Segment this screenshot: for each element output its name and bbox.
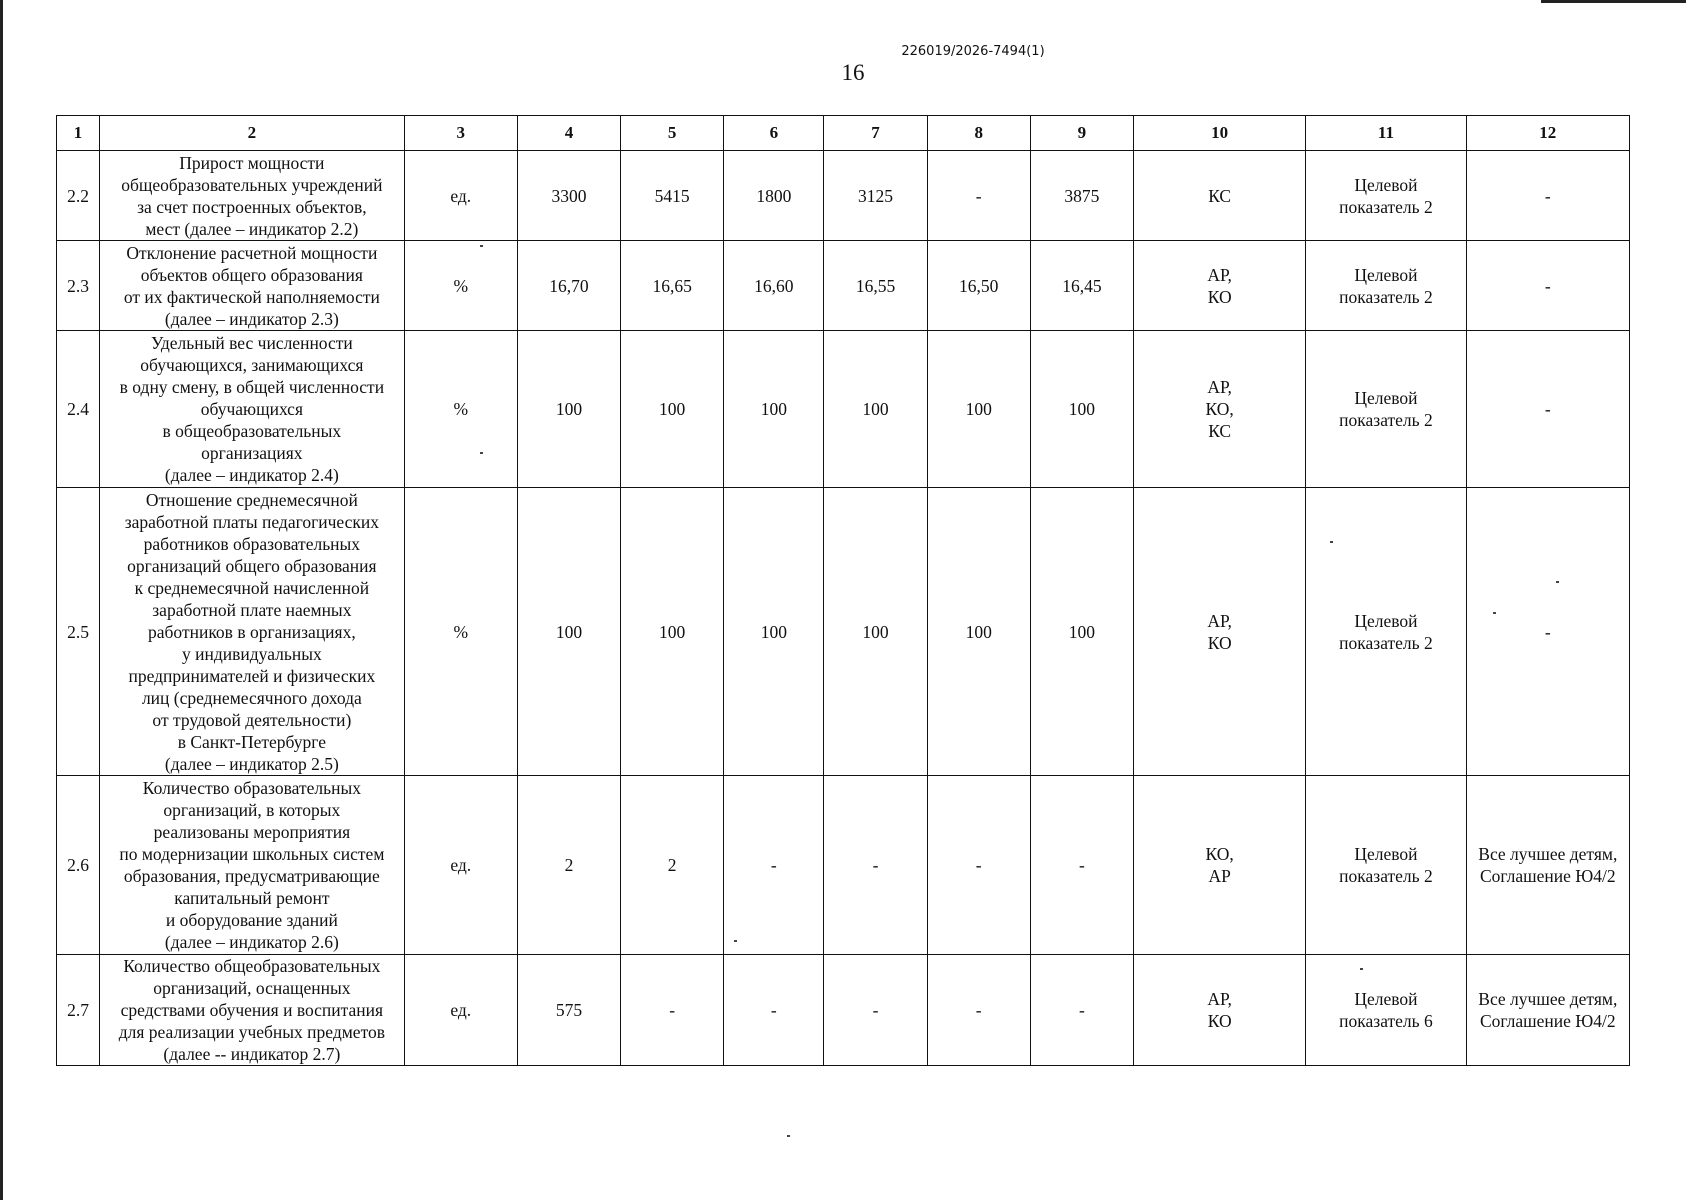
indicator-name-line: мест (далее – индикатор 2.2) xyxy=(145,218,359,239)
note-cell xyxy=(1466,776,1629,955)
indicator-number: 2.7 xyxy=(57,955,100,1066)
responsible-cell xyxy=(1133,241,1305,331)
column-header-9: 9 xyxy=(1030,116,1133,151)
scan-speck xyxy=(734,940,737,942)
indicator-number: 2.5 xyxy=(57,488,100,776)
table-row xyxy=(57,151,1630,241)
scan-speck xyxy=(480,245,483,247)
value-cell-7: 100 xyxy=(824,331,927,488)
indicator-name-line: (далее – индикатор 2.5) xyxy=(164,753,339,774)
value-cell-8: - xyxy=(927,151,1030,241)
table-row xyxy=(57,488,1630,776)
value-cell-4: 16,70 xyxy=(517,241,620,331)
indicator-name-line: заработной плате наемных xyxy=(152,599,352,620)
value-cell-9: - xyxy=(1030,955,1133,1066)
note-cell-line: - xyxy=(1544,185,1551,206)
note-cell-line: Соглашение Ю4/2 xyxy=(1479,1011,1616,1031)
indicator-name-line: обучающихся xyxy=(200,399,304,419)
unit-cell: % xyxy=(404,331,517,488)
column-header-1: 1 xyxy=(57,116,100,151)
indicator-name xyxy=(100,955,405,1066)
scan-speck xyxy=(480,452,483,454)
responsible-cell-line: КО xyxy=(1207,286,1232,307)
indicator-name-line: к среднемесячной начисленной xyxy=(134,577,370,598)
scan-speck xyxy=(1493,612,1496,614)
responsible-cell xyxy=(1133,151,1305,241)
value-cell-4: 575 xyxy=(517,955,620,1066)
value-cell-6: - xyxy=(724,955,824,1066)
table-row xyxy=(57,955,1630,1066)
indicator-name-line: капитальный ремонт xyxy=(174,888,330,908)
note-cell-line: Все лучшее детям, xyxy=(1478,989,1618,1009)
column-header-2: 2 xyxy=(100,116,405,151)
indicator-name-line: средствами обучения и воспитания xyxy=(120,1000,384,1020)
column-header-6: 6 xyxy=(724,116,824,151)
indicator-name-line: реализованы мероприятия xyxy=(153,822,351,842)
responsible-cell-line: КО xyxy=(1207,632,1232,653)
indicator-name-line: для реализации учебных предметов xyxy=(118,1022,385,1042)
target-indicator-cell-line: показатель 2 xyxy=(1339,866,1433,886)
value-cell-9: 100 xyxy=(1030,331,1133,488)
indicator-name-line: Удельный вес численности xyxy=(150,333,353,353)
scan-speck xyxy=(1556,581,1559,583)
value-cell-9: 16,45 xyxy=(1030,241,1133,331)
indicator-name-line: у индивидуальных xyxy=(182,643,322,664)
target-indicator-cell-line: показатель 2 xyxy=(1339,410,1433,430)
note-cell-line: - xyxy=(1544,399,1551,419)
target-indicator-cell-line: показатель 2 xyxy=(1339,196,1433,217)
indicator-name-line: организаций общего образования xyxy=(127,555,377,576)
indicator-name xyxy=(100,241,405,331)
responsible-cell-line: КС xyxy=(1208,421,1232,441)
value-cell-7: 16,55 xyxy=(824,241,927,331)
table-row xyxy=(57,776,1630,955)
indicator-name-line: (далее – индикатор 2.4) xyxy=(164,465,339,485)
target-indicator-cell-line: Целевой xyxy=(1354,610,1418,631)
responsible-cell-line: КО xyxy=(1207,1011,1232,1031)
scan-speck xyxy=(787,1135,790,1137)
scan-left-edge xyxy=(0,0,3,1200)
value-cell-4: 100 xyxy=(517,331,620,488)
value-cell-8: 100 xyxy=(927,331,1030,488)
unit-cell: % xyxy=(404,488,517,776)
responsible-cell xyxy=(1133,955,1305,1066)
indicator-name-line: по модернизации школьных систем xyxy=(119,844,385,864)
responsible-cell-line: КС xyxy=(1208,185,1232,206)
indicator-name-line: общеобразовательных учреждений xyxy=(121,174,383,195)
responsible-cell xyxy=(1133,331,1305,488)
indicator-name-line: Количество образовательных xyxy=(142,778,361,798)
note-cell xyxy=(1466,241,1629,331)
indicator-number: 2.2 xyxy=(57,151,100,241)
value-cell-7: 100 xyxy=(824,488,927,776)
value-cell-4: 100 xyxy=(517,488,620,776)
value-cell-6: 100 xyxy=(724,331,824,488)
target-indicator-cell-line: показатель 2 xyxy=(1339,286,1433,307)
indicator-name-line: (далее -- индикатор 2.7) xyxy=(163,1044,341,1064)
target-indicator-cell xyxy=(1306,776,1466,955)
target-indicator-cell-line: показатель 2 xyxy=(1339,632,1433,653)
page-number xyxy=(0,60,1706,86)
target-indicator-cell-line: Целевой xyxy=(1354,844,1418,864)
indicator-name-line: организаций, оснащенных xyxy=(153,978,351,998)
value-cell-5: 2 xyxy=(621,776,724,955)
indicator-name-line: в общеобразовательных xyxy=(162,421,342,441)
value-cell-6: 1800 xyxy=(724,151,824,241)
unit-cell: ед. xyxy=(404,955,517,1066)
note-cell-line: Все лучшее детям, xyxy=(1478,844,1618,864)
value-cell-7: 3125 xyxy=(824,151,927,241)
value-cell-6: - xyxy=(724,776,824,955)
indicator-name-line: организаций, в которых xyxy=(163,800,341,820)
note-cell-line: - xyxy=(1544,275,1551,296)
target-indicator-cell xyxy=(1306,331,1466,488)
indicator-name-line: лиц (среднемесячного дохода xyxy=(141,687,362,708)
target-indicator-cell-line: показатель 6 xyxy=(1339,1011,1433,1031)
indicator-name xyxy=(100,151,405,241)
indicator-name-line: Прирост мощности xyxy=(179,152,325,173)
responsible-cell xyxy=(1133,776,1305,955)
unit-cell: ед. xyxy=(404,776,517,955)
note-cell xyxy=(1466,151,1629,241)
value-cell-5: - xyxy=(621,955,724,1066)
value-cell-5: 100 xyxy=(621,331,724,488)
indicator-name-line: объектов общего образования xyxy=(140,264,363,285)
target-indicator-cell xyxy=(1306,955,1466,1066)
column-header-11: 11 xyxy=(1306,116,1466,151)
value-cell-8: 100 xyxy=(927,488,1030,776)
indicator-name-line: в одну смену, в общей численности xyxy=(119,377,385,397)
responsible-cell xyxy=(1133,488,1305,776)
value-cell-8: 16,50 xyxy=(927,241,1030,331)
document-registration-number xyxy=(0,44,1706,59)
page-number-text: 16 xyxy=(841,60,865,85)
value-cell-4: 3300 xyxy=(517,151,620,241)
value-cell-9: 3875 xyxy=(1030,151,1133,241)
indicator-name xyxy=(100,776,405,955)
unit-cell: ед. xyxy=(404,151,517,241)
column-header-8: 8 xyxy=(927,116,1030,151)
column-header-5: 5 xyxy=(621,116,724,151)
indicator-name-line: обучающихся, занимающихся xyxy=(140,355,364,375)
note-cell xyxy=(1466,955,1629,1066)
column-header-7: 7 xyxy=(824,116,927,151)
responsible-cell-line: КО, xyxy=(1205,844,1234,864)
table-body xyxy=(57,151,1630,1066)
indicator-name-line: (далее – индикатор 2.3) xyxy=(164,308,339,329)
indicator-name-line: организациях xyxy=(201,443,303,463)
indicator-name-line: работников в организациях, xyxy=(148,621,356,642)
responsible-cell-line: АР, xyxy=(1207,610,1232,631)
indicator-number: 2.6 xyxy=(57,776,100,955)
indicator-name-line: от трудовой деятельности) xyxy=(152,709,352,730)
indicator-name-line: в Санкт-Петербурге xyxy=(177,731,326,752)
table-header-row xyxy=(57,116,1630,151)
target-indicator-cell-line: Целевой xyxy=(1354,264,1418,285)
column-header-4: 4 xyxy=(517,116,620,151)
scan-speck xyxy=(1330,541,1333,543)
indicator-name-line: предпринимателей и физических xyxy=(128,665,376,686)
value-cell-8: - xyxy=(927,955,1030,1066)
indicator-name-line: работников образовательных xyxy=(143,533,361,554)
responsible-cell-line: АР xyxy=(1208,866,1231,886)
indicator-number: 2.3 xyxy=(57,241,100,331)
indicator-name-line: Количество общеобразовательных xyxy=(123,956,381,976)
value-cell-5: 16,65 xyxy=(621,241,724,331)
responsible-cell-line: АР, xyxy=(1207,377,1232,397)
indicator-name-line: и оборудование зданий xyxy=(165,910,338,930)
value-cell-6: 100 xyxy=(724,488,824,776)
target-indicator-cell xyxy=(1306,241,1466,331)
column-header-12: 12 xyxy=(1466,116,1629,151)
scan-corner-mark xyxy=(1541,0,1686,3)
unit-cell: % xyxy=(404,241,517,331)
indicator-name-line: Отношение среднемесячной xyxy=(145,489,358,510)
target-indicator-cell-line: Целевой xyxy=(1354,388,1418,408)
responsible-cell-line: АР, xyxy=(1207,264,1232,285)
target-indicator-cell-line: Целевой xyxy=(1354,174,1418,195)
value-cell-7: - xyxy=(824,955,927,1066)
indicator-name xyxy=(100,488,405,776)
value-cell-5: 100 xyxy=(621,488,724,776)
note-cell xyxy=(1466,488,1629,776)
responsible-cell-line: КО, xyxy=(1205,399,1234,419)
indicator-number: 2.4 xyxy=(57,331,100,488)
value-cell-7: - xyxy=(824,776,927,955)
indicator-name-line: за счет построенных объектов, xyxy=(137,196,367,217)
target-indicator-cell-line: Целевой xyxy=(1354,989,1418,1009)
target-indicator-cell xyxy=(1306,151,1466,241)
target-indicator-cell xyxy=(1306,488,1466,776)
doc-number-text: 226019/2026-7494(1) xyxy=(901,44,1045,59)
table-row xyxy=(57,331,1630,488)
indicator-name-line: заработной платы педагогических xyxy=(124,511,380,532)
responsible-cell-line: АР, xyxy=(1207,989,1232,1009)
table-row xyxy=(57,241,1630,331)
value-cell-4: 2 xyxy=(517,776,620,955)
value-cell-6: 16,60 xyxy=(724,241,824,331)
value-cell-8: - xyxy=(927,776,1030,955)
column-header-3: 3 xyxy=(404,116,517,151)
indicators-table xyxy=(56,115,1630,1066)
note-cell-line: - xyxy=(1544,621,1551,642)
note-cell xyxy=(1466,331,1629,488)
value-cell-9: 100 xyxy=(1030,488,1133,776)
value-cell-9: - xyxy=(1030,776,1133,955)
value-cell-5: 5415 xyxy=(621,151,724,241)
indicator-name-line: от их фактической наполняемости xyxy=(123,286,380,307)
indicator-name xyxy=(100,331,405,488)
indicator-name-line: (далее – индикатор 2.6) xyxy=(164,932,339,952)
indicator-name-line: Отклонение расчетной мощности xyxy=(126,242,378,263)
column-header-10: 10 xyxy=(1133,116,1305,151)
note-cell-line: Соглашение Ю4/2 xyxy=(1479,866,1616,886)
scan-speck xyxy=(1360,968,1363,970)
indicator-name-line: образования, предусматривающие xyxy=(123,866,380,886)
